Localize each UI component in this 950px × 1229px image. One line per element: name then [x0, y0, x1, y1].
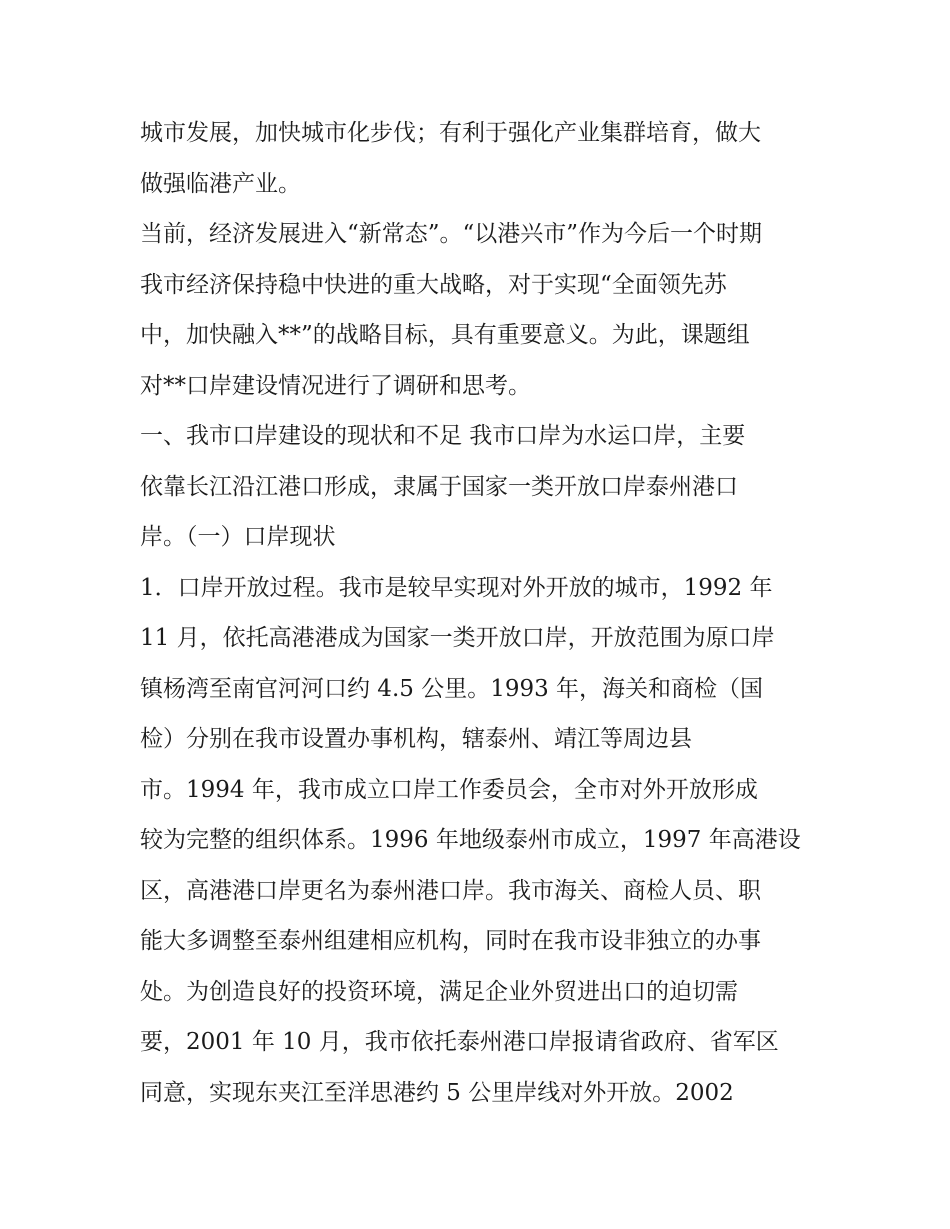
text-line-15: 较为完整的组织体系。1996 年地级泰州市成立，1997 年高港设: [140, 827, 801, 853]
text-line-1: 城市发展，加快城市化步伐；有利于强化产业集群培育，做大: [140, 120, 761, 146]
text-line-5: 中，加快融入**”的战略目标，具有重要意义。为此，课题组: [140, 322, 750, 348]
text-line-8: 依靠长江沿江港口形成，隶属于国家一类开放口岸泰州港口: [140, 473, 738, 500]
text-line-3: 当前，经济发展进入“新常态”。“以港兴市”作为今后一个时期: [140, 221, 763, 247]
text-line-20: 同意，实现东夹江至洋思港约 5 公里岸线对外开放。2002: [140, 1079, 734, 1106]
text-line-14: 市。1994 年，我市成立口岸工作委员会，全市对外开放形成: [140, 776, 758, 803]
text-line-7: 一、我市口岸建设的现状和不足 我市口岸为水运口岸，主要: [140, 423, 746, 449]
text-line-2: 做强临港产业。: [140, 170, 301, 197]
text-line-6: 对**口岸建设情况进行了调研和思考。: [140, 372, 531, 399]
text-line-9: 岸。（一）口岸现状: [140, 524, 336, 550]
text-line-19: 要，2001 年 10 月，我市依托泰州港口岸报请省政府、省军区: [140, 1029, 779, 1055]
text-line-10: 1．口岸开放过程。我市是较早实现对外开放的城市，1992 年: [140, 574, 773, 601]
text-line-12: 镇杨湾至南官河河口约 4.5 公里。1993 年，海关和商检（国: [140, 675, 764, 702]
text-line-16: 区，高港港口岸更名为泰州港口岸。我市海关、商检人员、职: [140, 877, 761, 904]
text-line-17: 能大多调整至泰州组建相应机构，同时在我市设非独立的办事: [140, 928, 761, 954]
text-line-11: 11 月，依托高港港成为国家一类开放口岸，开放范围为原口岸: [140, 625, 775, 651]
text-line-13: 检）分别在我市设置办事机构，辖泰州、靖江等周边县: [140, 726, 692, 752]
text-line-18: 处。为创造良好的投资环境，满足企业外贸进出口的迫切需: [140, 978, 738, 1005]
document-body: [140, 108, 820, 1118]
text-line-4: 我市经济保持稳中快进的重大战略，对于实现“全面领先苏: [140, 271, 727, 298]
